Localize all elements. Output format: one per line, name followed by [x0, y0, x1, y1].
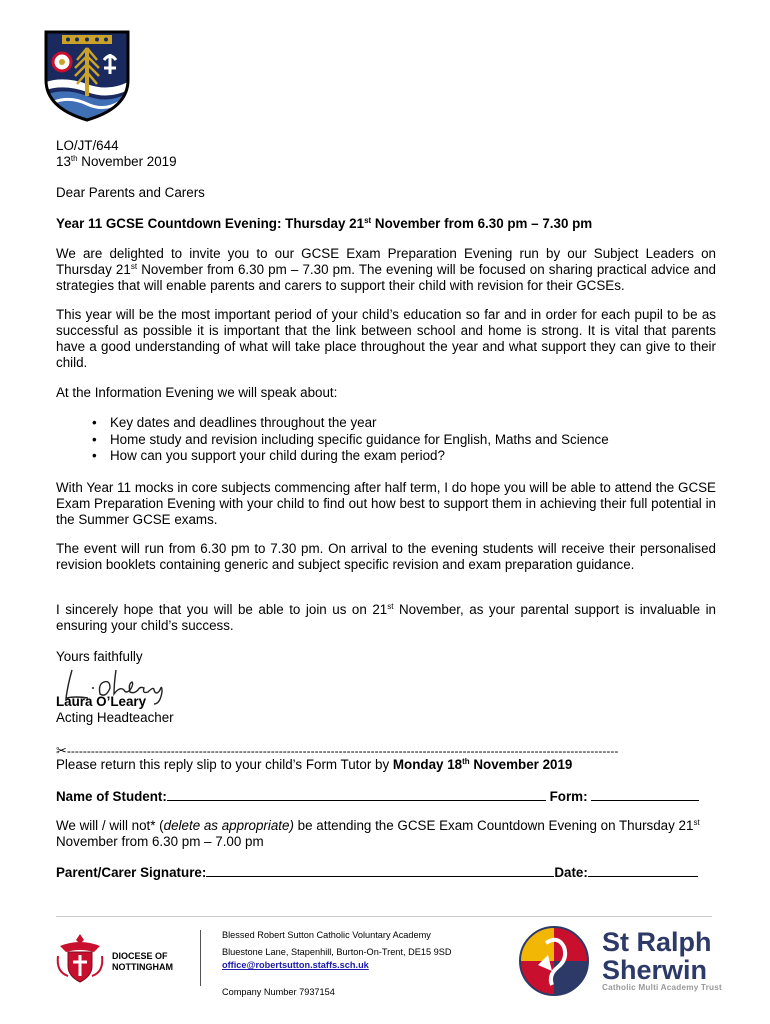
- parent-signature-field[interactable]: [206, 864, 554, 877]
- letter-heading: Year 11 GCSE Countdown Evening: Thursday 21st November from 6.30 pm – 7.30 pm: [56, 216, 593, 231]
- trust-subtitle: Catholic Multi Academy Trust: [602, 983, 722, 992]
- scissors-icon: ✂: [56, 743, 67, 758]
- letter-date: 13th November 2019: [56, 154, 177, 169]
- list-item: • Key dates and deadlines throughout the year: [92, 415, 609, 432]
- paragraph-event-details: The event will run from 6.30 pm to 7.30 pm. On arrival to the evening students will receive their personalised revision booklets containing generic and subject specific revision and exam preparation guidance.: [56, 541, 716, 572]
- paragraph-invitation: We are delighted to invite you to our GCSE Exam Preparation Evening run by our Subject Leaders on Thursday 21st November from 6.30 pm – 7.30 pm. The evening will be focused on sharing practical advice and strategies that will enable parents and carers to support their child with revision for their GCSEs.: [56, 246, 716, 293]
- attendance-statement: We will / will not* (delete as appropriate) be attending the GCSE Exam Countdown Evening on Thursday 21st November from 6.30 pm – 7.00 pm: [56, 818, 700, 849]
- paragraph-mocks: With Year 11 mocks in core subjects commencing after half term, I do hope you will be able to attend the GCSE Exam Preparation Evening with your child to find out how best to support them in achieving their full potential in the Summer GCSE exams.: [56, 480, 716, 527]
- school-crest-icon: [44, 30, 130, 122]
- student-name-row: [56, 788, 716, 805]
- signatory-name: Laura O’Leary: [56, 694, 147, 709]
- diocese-name: DIOCESE OF NOTTINGHAM: [112, 951, 173, 972]
- email-link[interactable]: office@robertsutton.staffs.sch.uk: [222, 960, 369, 970]
- date-field[interactable]: [588, 864, 698, 877]
- student-name-label: Name of Student:: [56, 789, 167, 804]
- trust-logo-icon: [518, 925, 596, 997]
- school-name: Blessed Robert Sutton Catholic Voluntary Academy: [222, 930, 431, 940]
- footer-divider: [56, 916, 712, 917]
- signature-row: [56, 864, 716, 881]
- student-name-field[interactable]: [167, 788, 546, 801]
- list-item: • Home study and revision including specific guidance for English, Maths and Science: [92, 432, 609, 449]
- signatory-title: Acting Headteacher: [56, 710, 174, 725]
- school-email: [222, 960, 369, 971]
- parent-signature-label: Parent/Carer Signature:: [56, 865, 207, 880]
- trust-name: St Ralph Sherwin: [602, 927, 712, 985]
- school-address: Bluestone Lane, Stapenhill, Burton-On-Trent, DE15 9SD: [222, 947, 452, 957]
- paragraph-closing-hope: I sincerely hope that you will be able to join us on 21st November, as your parental support is invaluable in ensuring your child’s success.: [56, 602, 716, 633]
- form-label: Form:: [549, 789, 588, 804]
- letter-reference: LO/JT/644: [56, 138, 119, 153]
- form-field[interactable]: [591, 788, 699, 801]
- date-label: Date:: [554, 865, 588, 880]
- return-instructions: Please return this reply slip to your child’s Form Tutor by Monday 18th November 2019: [56, 757, 573, 772]
- topics-list: [92, 415, 609, 465]
- paragraph-importance: This year will be the most important period of your child’s education so far and in order for each pupil to be as successful as possible it is important that the link between school and home is strong. It is vital that parents have a good understanding of what will take place throughout the year and what support they can give to their child.: [56, 307, 716, 370]
- closing: Yours faithfully: [56, 649, 143, 664]
- company-number: Company Number 7937154: [222, 987, 335, 997]
- footer-separator: [200, 930, 201, 986]
- list-item: • How can you support your child during the exam period?: [92, 448, 609, 465]
- paragraph-topics-intro: At the Information Evening we will speak about:: [56, 385, 338, 400]
- diocese-crest-icon: [54, 932, 106, 984]
- cut-line: ✂------------------------------------------------------------------------------------------------------------------------------------------: [56, 743, 619, 758]
- salutation: Dear Parents and Carers: [56, 185, 205, 200]
